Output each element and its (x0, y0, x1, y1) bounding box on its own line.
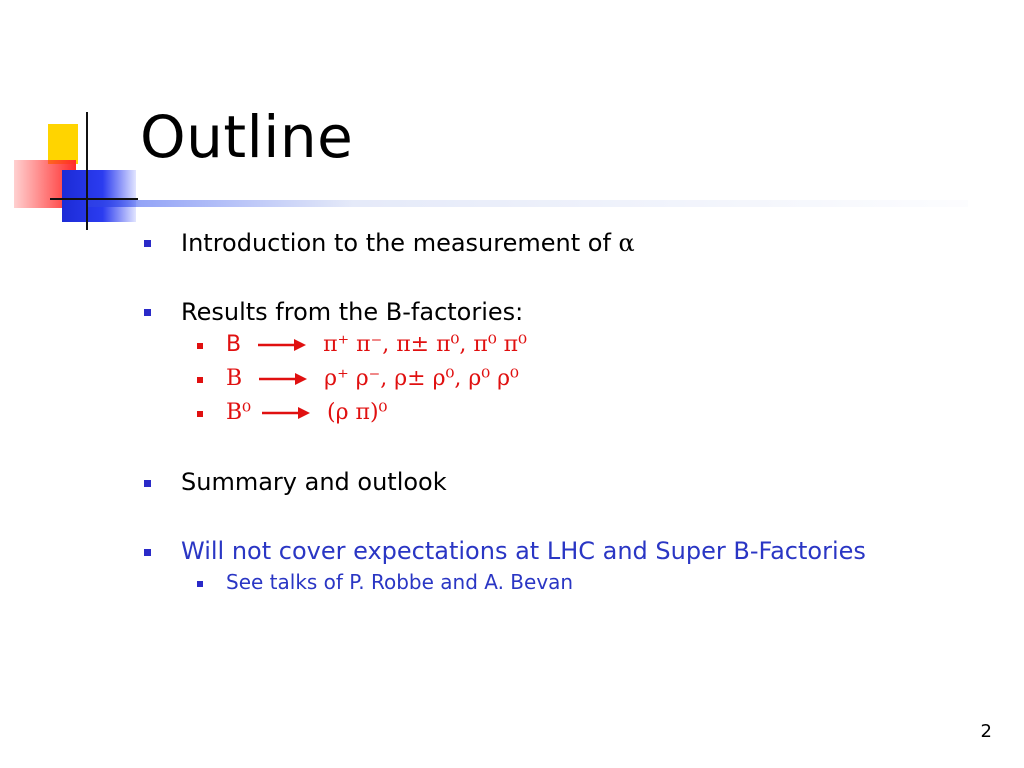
decay-text (226, 366, 519, 391)
bullet-square-icon (144, 240, 151, 247)
deco-vertical-line (86, 112, 88, 230)
decay-text (226, 332, 527, 357)
bullet-square-icon (144, 309, 151, 316)
sub-bullet-square-icon (197, 411, 203, 417)
deco-yellow-square (48, 124, 78, 164)
title-underline (88, 200, 968, 207)
decay-products: ρ⁺ ρ⁻, ρ± ρ⁰, ρ⁰ ρ⁰ (324, 366, 519, 391)
bullet-square-icon (144, 549, 151, 556)
sub-bullet-square-icon (197, 343, 203, 349)
sub-bullet-square-icon (197, 581, 203, 587)
decay-parent: B⁰ (226, 400, 251, 425)
bullet-text (181, 229, 635, 257)
slide-title: Outline (140, 103, 354, 171)
bullet-label: Introduction to the measurement of (181, 229, 619, 257)
decay-products: π⁺ π⁻, π± π⁰, π⁰ π⁰ (323, 332, 527, 357)
alpha-symbol: α (618, 229, 635, 257)
deco-blue-square (62, 170, 136, 222)
bullet-text: Will not cover expectations at LHC and Super B-Factories (181, 537, 866, 565)
bullet-square-icon (144, 480, 151, 487)
sub-bullet-square-icon (197, 377, 203, 383)
bullet-text: Results from the B-factories: (181, 298, 524, 326)
decay-text (226, 400, 387, 425)
page-number: 2 (980, 721, 992, 742)
sub-bullet-text: See talks of P. Robbe and A. Bevan (226, 570, 574, 594)
decay-products: (ρ π)⁰ (327, 400, 388, 425)
arrow-right-icon (260, 405, 312, 421)
bullet-text: Summary and outlook (181, 468, 447, 496)
decay-parent: B (226, 332, 242, 357)
decay-parent: B (226, 366, 243, 391)
arrow-right-icon (257, 371, 309, 387)
arrow-right-icon (256, 337, 308, 353)
